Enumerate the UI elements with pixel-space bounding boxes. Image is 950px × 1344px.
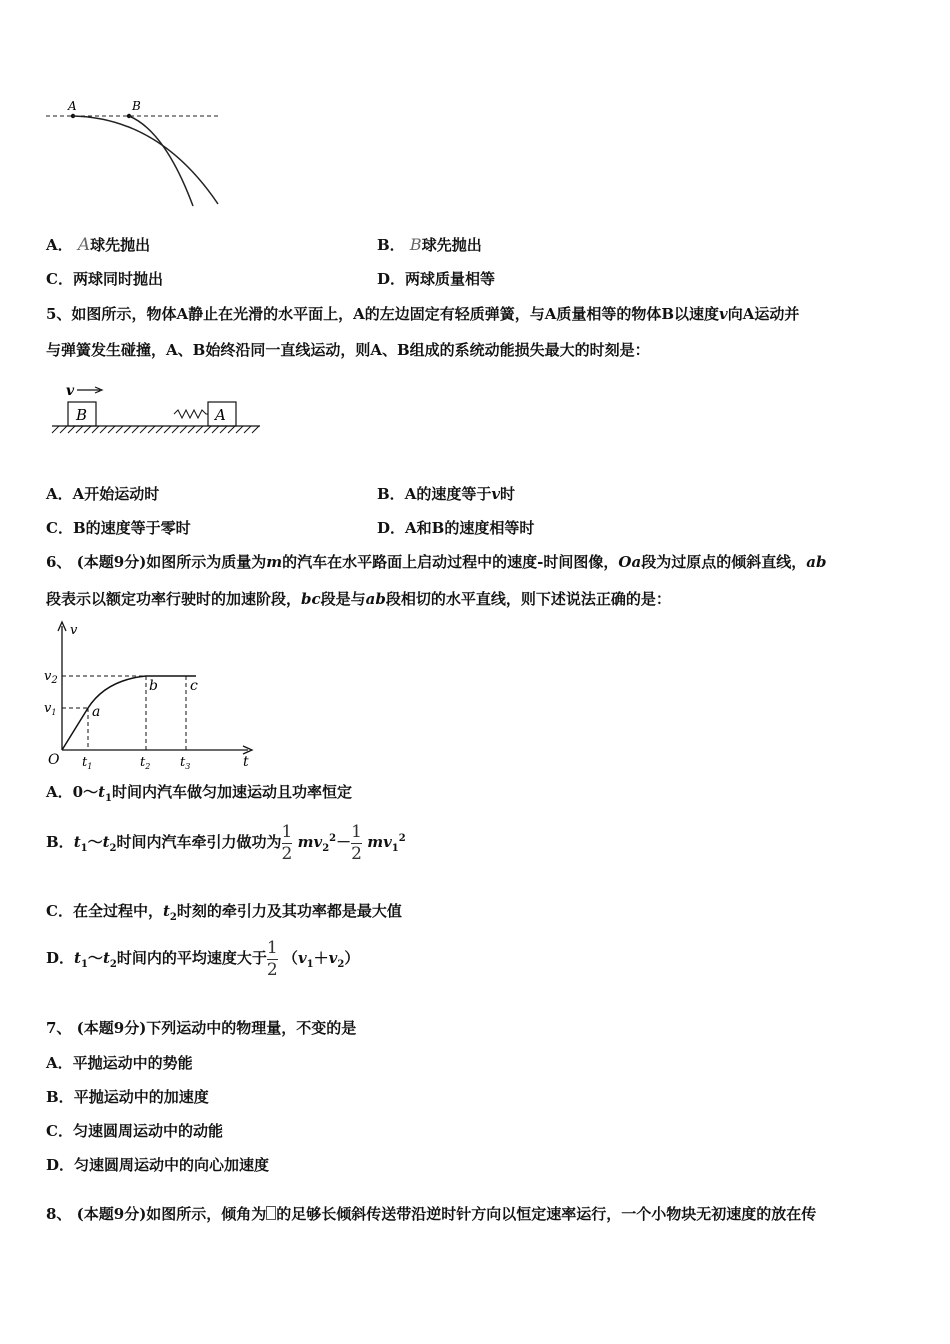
q4-option-a[interactable]: A． A球先抛出 [46,235,151,255]
q7-option-b[interactable]: B．平抛运动中的加速度 [46,1088,209,1106]
trajectory-b [129,116,193,206]
label-a: A [68,99,77,113]
q4-trajectory-figure [40,96,230,211]
q5-option-b[interactable]: B．A的速度等于v时 [377,485,516,503]
q5-option-c[interactable]: C．B的速度等于零时 [46,519,191,537]
q4-option-d[interactable]: D．两球质量相等 [377,270,496,288]
q8-stem: 8、 (本题9分)如图所示，倾角为 的足够长倾斜传送带沿逆时针方向以恒定速率运行，一个小物块无初速度的放在传 [46,1205,817,1223]
q7-option-d[interactable]: D．匀速圆周运动中的向心加速度 [46,1156,270,1174]
spring [174,410,208,418]
block-a-label: A [215,406,226,424]
q6-vt-graph [40,618,262,770]
velocity-label: v [66,383,75,399]
q5-option-d[interactable]: D．A和B的速度相等时 [377,519,535,537]
point-a-label: a [92,704,101,720]
q7-option-a[interactable]: A．平抛运动中的势能 [46,1054,193,1072]
q4-option-c[interactable]: C．两球同时抛出 [46,270,163,288]
v1-label: $v_1$ [44,701,57,717]
t-axis-label: t [243,754,249,770]
q6-option-a[interactable]: A．$0\sim t_1$时间内汽车做匀加速运动且功率恒定 [46,783,352,804]
q6-stem-line1: 6、 (本题9分)如图所示为质量为m的汽车在水平路面上启动过程中的速度-时间图像，Oa段为过原点的倾斜直线，ab [46,553,827,571]
block-b-label: B [76,406,88,424]
t3-label: $t_3$ [180,755,191,770]
q7-option-c[interactable]: C．匀速圆周运动中的动能 [46,1122,223,1140]
q5-stem-line1: 5、如图所示，物体A静止在光滑的水平面上，A的左边固定有轻质弹簧，与A质量相等的物体B以速度v向A运动并 [46,305,800,323]
t2-label: $t_2$ [140,755,151,770]
q6-option-c[interactable]: C．在全过程中，$t_2$时刻的牵引力及其功率都是最大值 [46,902,402,923]
ground-hatch [52,426,259,433]
trajectory-a [73,116,218,204]
fraction-half: $\frac{1}{2}$ [281,821,293,864]
q7-stem: 7、 (本题9分)下列运动中的物理量，不变的是 [46,1019,357,1037]
q6-option-d[interactable]: D．$t_1\sim t_2$时间内的平均速度大于 $\frac{1}{2}$ $(v_1+v_2)$ [46,937,360,980]
q4-option-b[interactable]: B． B球先抛出 [377,235,482,254]
theta-placeholder-icon [266,1206,276,1220]
q5-collision-figure [46,380,268,440]
q6-option-b[interactable]: B．$t_1\sim t_2$时间内汽车牵引力做功为 $\frac{1}{2}$ $mv_2^2-$ $\frac{1}{2}$ $mv_1^2$ [46,821,406,864]
point-b-label: b [149,678,158,694]
q5-option-a[interactable]: A．A开始运动时 [46,485,160,503]
vt-curve [62,676,196,750]
v2-label: $v_2$ [44,669,58,686]
fraction-half-2: $\frac{1}{2}$ [351,821,362,864]
origin-label: O [48,752,60,768]
q6-stem-line2: 段表示以额定功率行驶时的加速阶段，bc段是与ab段相切的水平直线，则下述说法正确的是： [46,590,671,608]
guide-lines [62,676,186,750]
label-b: B [132,99,141,113]
q5-stem-line2: 与弹簧发生碰撞，A、B始终沿同一直线运动，则A、B组成的系统动能损失最大的时刻是： [46,341,650,359]
v-axis-label: v [70,623,78,638]
t1-label: $t_1$ [82,755,93,770]
point-c-label: c [190,678,198,694]
fraction-half-3: $\frac{1}{2}$ [266,937,278,980]
